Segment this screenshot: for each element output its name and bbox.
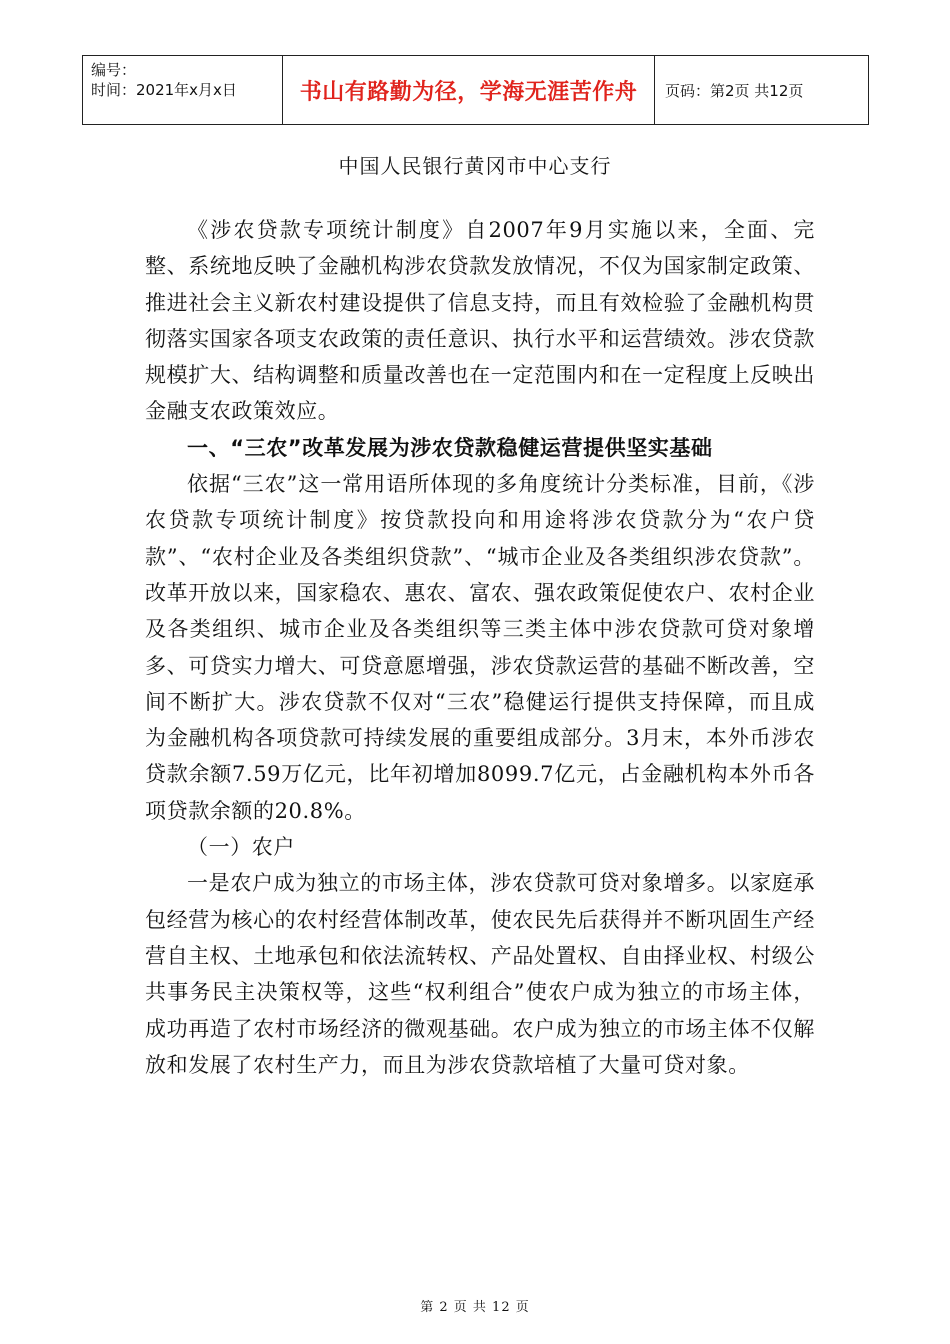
subsection-heading: （一）农户 — [187, 835, 295, 860]
page-indicator: 页码：第2页 共12页 — [665, 81, 804, 100]
org-title: 中国人民银行黄冈市中心支行 — [338, 154, 612, 178]
subsection-paragraph: 一是农户成为独立的市场主体，涉农贷款可贷对象增多。以家庭承包经营为核心的农村经营体制改革，使农民先后获得并不断巩固生产经营自主权、土地承包和依法流转权、产品处置权、自由择业权、村级公共事务民主决策权等，这些“权利组合”使农户成为独立的市场主体，成功再造了农村市场经济的微观基础。农户成为独立的市场主体不仅解放和发展了农村生产力，而且为涉农贷款培植了大量可贷对象。 — [145, 871, 815, 1077]
intro-paragraph: 《涉农贷款专项统计制度》自2007年9月实施以来，全面、完整、系统地反映了金融机构涉农贷款发放情况，不仅为国家制定政策、推进社会主义新农村建设提供了信息支持，而且有效检验了金融机构贯彻落实国家各项支农政策的责任意识、执行水平和运营绩效。涉农贷款规模扩大、结构调整和质量改善也在一定范围内和在一定程度上反映出金融支农政策效应。 — [145, 218, 815, 424]
header-table — [82, 55, 869, 125]
header-page-cell — [655, 56, 868, 124]
document-body — [145, 212, 815, 1083]
page-footer: 第 2 页 共 12 页 — [420, 1300, 530, 1315]
section-paragraph: 依据“三农”这一常用语所体现的多角度统计分类标准，目前，《涉农贷款专项统计制度》按贷款投向和用途将涉农贷款分为“农户贷款”、“农村企业及各类组织贷款”、“城市企业及各类组织涉农贷款”。改革开放以来，国家稳农、惠农、富农、强农政策促使农户、农村企业及各类组织、城市企业及各类组织等三类主体中涉农贷款可贷对象增多、可贷实力增大、可贷意愿增强，涉农贷款运营的基础不断改善，空间不断扩大。涉农贷款不仅对“三农”稳健运行提供支持保障，而且成为金融机构各项贷款可持续发展的重要组成部分。3月末，本外币涉农贷款余额7.59万亿元，比年初增加8099.7亿元，占金融机构本外币各项贷款余额的20.8%。 — [145, 472, 815, 823]
header-meta-cell — [83, 56, 283, 124]
motto-text: 书山有路勤为径，学海无涯苦作舟 — [299, 79, 638, 105]
header-motto-cell — [283, 56, 655, 124]
section-heading: 一、“三农”改革发展为涉农贷款稳健运营提供坚实基础 — [187, 435, 713, 460]
doc-time-label: 时间：2021年x月x日 — [91, 81, 237, 99]
doc-number-label: 编号： — [91, 61, 137, 79]
